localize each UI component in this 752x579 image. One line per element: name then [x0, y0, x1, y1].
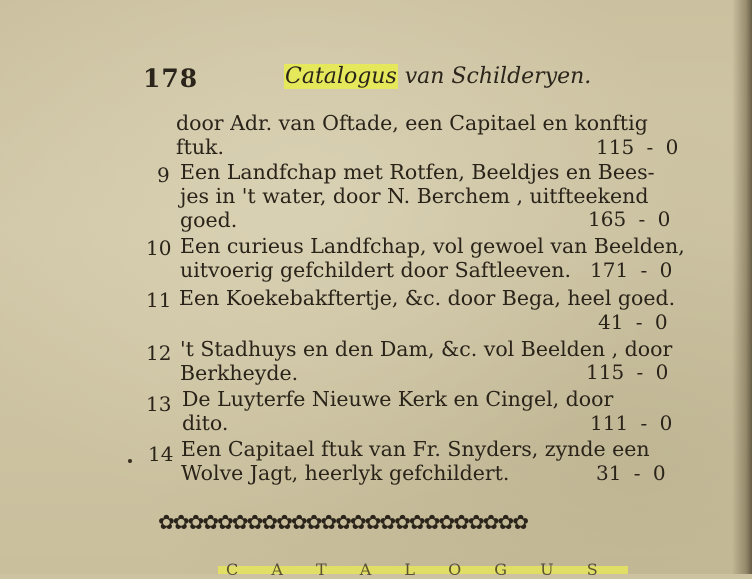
entry-line: Een curieus Landfchap, vol gewoel van Beelden, [180, 234, 685, 258]
entry-line: Wolve Jagt, heerlyk gefchildert. [181, 461, 510, 485]
entry-line: door Adr. van Oftade, een Capitael en konftig [176, 111, 648, 135]
entry-price: 31 - 0 [596, 461, 666, 485]
entry-line: uitvoerig gefchildert door Saftleeven. [180, 258, 571, 282]
entry-line: jes in 't water, door N. Berchem , uitfteekend [180, 184, 649, 208]
page-number: 178 [143, 64, 199, 93]
entry-line: dito. [182, 411, 229, 435]
entry-line: Berkheyde. [180, 361, 299, 385]
entry-number: 13 [146, 392, 172, 416]
entry-number: 11 [146, 288, 172, 312]
ink-speck [128, 459, 132, 463]
bleed-through-heading: C A T A L O G U S [226, 560, 612, 579]
entry-price: 111 - 0 [590, 411, 673, 435]
entry-price: 115 - 0 [586, 360, 669, 384]
entry-line: 't Stadhuys en den Dam, &c. vol Beelden , door [180, 337, 673, 361]
entry-line: Een Koekebakftertje, &c. door Bega, heel goed. [179, 286, 676, 310]
decorative-ornament-rule: ✿✿✿✿✿✿✿✿✿✿✿✿✿✿✿✿✿✿✿✿✿✿✿✿✿ [158, 510, 527, 534]
running-head-rest: van Schilderyen. [397, 64, 592, 89]
entry-number: 14 [148, 442, 174, 466]
entry-line: De Luyterfe Nieuwe Kerk en Cingel, door [182, 387, 614, 411]
entry-price: 115 - 0 [596, 135, 679, 159]
page-binding-shadow [732, 0, 752, 574]
entry-number: 10 [146, 236, 172, 260]
entry-line: Een Capitael ftuk van Fr. Snyders, zynde een [181, 437, 650, 461]
entry-number: 12 [146, 341, 172, 365]
entry-number: 9 [157, 163, 170, 187]
entry-line: Een Landfchap met Rotfen, Beeldjes en Bees- [180, 160, 655, 184]
entry-price: 41 - 0 [598, 310, 668, 334]
entry-line: ftuk. [176, 135, 224, 159]
entry-price: 171 - 0 [590, 258, 673, 282]
running-head [284, 64, 591, 89]
highlighted-word: Catalogus [285, 64, 397, 89]
entry-line: goed. [180, 208, 238, 232]
entry-price: 165 - 0 [588, 207, 671, 231]
